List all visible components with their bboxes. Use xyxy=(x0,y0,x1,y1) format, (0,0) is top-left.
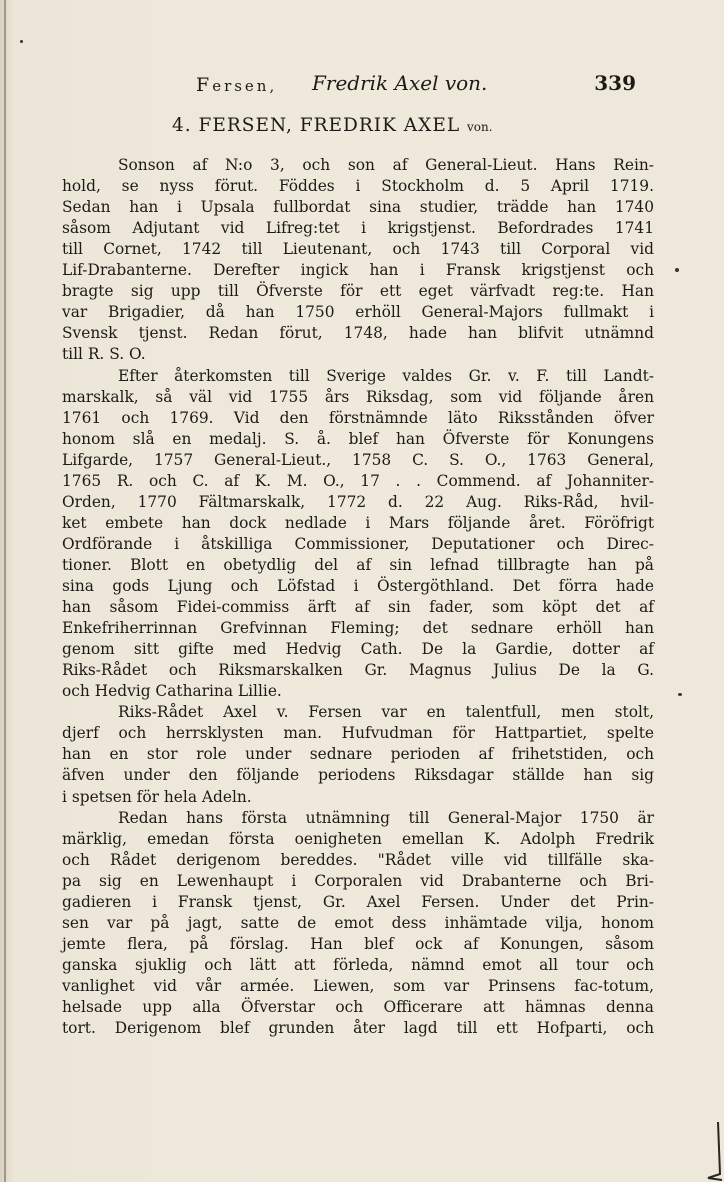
text-line: han en stor role under sednare perioden af frihetstiden, och xyxy=(62,745,654,764)
text-line: Svensk tjenst. Redan förut, 1748, hade han blifvit utnämnd xyxy=(62,324,654,343)
running-head xyxy=(196,70,636,100)
text-line: Redan hans första utnämning till General-Major 1750 är xyxy=(118,808,654,827)
text-line: märklig, emedan första oenigheten emellan K. Adolph Fredrik xyxy=(62,829,654,848)
text-line: Riks-Rådet Axel v. Fersen var en talentfull, men stolt, xyxy=(118,703,654,722)
text-line: Efter återkomsten till Sverige valdes Gr. v. F. till Landt- xyxy=(118,366,654,385)
text-line: bragte sig upp till Öfverste för ett eget värfvadt reg:te. Han xyxy=(62,282,654,301)
text-line: såsom Adjutant vid Lifreg:tet i krigstjenst. Befordrades 1741 xyxy=(62,219,654,238)
text-line: Riks-Rådet och Riksmarskalken Gr. Magnus Julius De la G. xyxy=(62,661,654,680)
text-line: djerf och herrsklysten man. Hufvudman för Hattpartiet, spelte xyxy=(62,724,654,743)
paper-speck xyxy=(20,40,23,43)
text-line: i spetsen för hela Adeln. xyxy=(62,787,252,806)
page-spine-edge xyxy=(4,0,6,1182)
text-line: genom sitt gifte med Hedvig Cath. De la Gardie, dotter af xyxy=(62,640,654,659)
text-line: Enkefriherrinnan Grefvinnan Fleming; det sednare erhöll han xyxy=(62,619,654,638)
text-line: till Cornet, 1742 till Lieutenant, och 1743 till Corporal vid xyxy=(62,240,654,259)
text-line: och Hedvig Catharina Lillie. xyxy=(62,682,282,701)
text-line: Lif-Drabanterne. Derefter ingick han i Fransk krigstjenst och xyxy=(62,261,654,280)
text-line: Ordförande i åtskilliga Commissioner, Deputationer och Direc- xyxy=(62,534,654,553)
page-number: 339 xyxy=(594,71,636,95)
text-line: marskalk, så väl vid 1755 års Riksdag, som vid följande åren xyxy=(62,387,654,406)
text-line: ket embete han dock nedlade i Mars följande året. Föröfrigt xyxy=(62,513,654,532)
text-line: 1765 R. och C. af K. M. O., 17 . . Commend. af Johanniter- xyxy=(62,471,654,490)
text-line: jemte flera, på förslag. Han blef ock af Konungen, såsom xyxy=(62,934,654,953)
text-line: Sedan han i Upsala fullbordat sina studier, trädde han 1740 xyxy=(62,198,654,217)
article-title-suffix: von. xyxy=(467,120,493,134)
paper-speck xyxy=(675,268,679,272)
text-line: Orden, 1770 Fältmarskalk, 1772 d. 22 Aug. Riks-Råd, hvil- xyxy=(62,492,654,511)
text-line: hold, se nyss förut. Föddes i Stockholm d. 5 April 1719. xyxy=(62,177,654,196)
text-line: honom slå en medalj. S. å. blef han Öfverste för Konungens xyxy=(62,429,654,448)
text-line: Sonson af N:o 3, och son af General-Lieut. Hans Rein- xyxy=(118,156,654,174)
text-line: 1761 och 1769. Vid den förstnämnde läto Riksstånden öfver xyxy=(62,408,654,427)
text-line: tioner. Blott en obetydlig del af sin lefnad tillbragte han på xyxy=(62,555,654,574)
text-line: Lifgarde, 1757 General-Lieut., 1758 C. S. O., 1763 General, xyxy=(62,450,654,469)
text-line: var Brigadier, då han 1750 erhöll General-Majors fullmakt i xyxy=(62,303,654,322)
running-head-given-names: Fredrik Axel von. xyxy=(312,71,488,95)
text-line: äfven under den följande periodens Riksdagar ställde han sig xyxy=(62,766,654,785)
page-corner-mark xyxy=(688,1122,724,1182)
text-line: ganska sjuklig och lätt att förleda, nämnd emot all tour och xyxy=(62,955,654,974)
article-title xyxy=(172,115,493,136)
text-line: vanlighet vid vår armée. Liewen, som var Prinsens fac-totum, xyxy=(62,976,654,995)
text-line: gadieren i Fransk tjenst, Gr. Axel Fersen. Under det Prin- xyxy=(62,892,654,911)
text-line: tort. Derigenom blef grunden åter lagd till ett Hofparti, och xyxy=(62,1019,654,1038)
text-line: han såsom Fidei-commiss ärft af sin fader, som köpt det af xyxy=(62,598,654,617)
text-line: och Rådet derigenom bereddes. "Rådet ville vid tillfälle ska- xyxy=(62,850,654,869)
text-line: pa sig en Lewenhaupt i Corporalen vid Drabanterne och Bri- xyxy=(62,871,654,890)
paper-speck xyxy=(678,693,682,696)
text-line: helsade upp alla Öfverstar och Officerare att hämnas denna xyxy=(62,998,654,1016)
text-line: sen var på jagt, satte de emot dess inhämtade vilja, honom xyxy=(62,913,654,932)
article-title-text: 4. FERSEN, FREDRIK AXEL xyxy=(172,115,461,136)
text-line: till R. S. O. xyxy=(62,345,146,364)
text-line: sina gods Ljung och Löfstad i Östergöthland. Det förra hade xyxy=(62,577,654,595)
running-head-surname: Fersen, xyxy=(196,74,278,96)
